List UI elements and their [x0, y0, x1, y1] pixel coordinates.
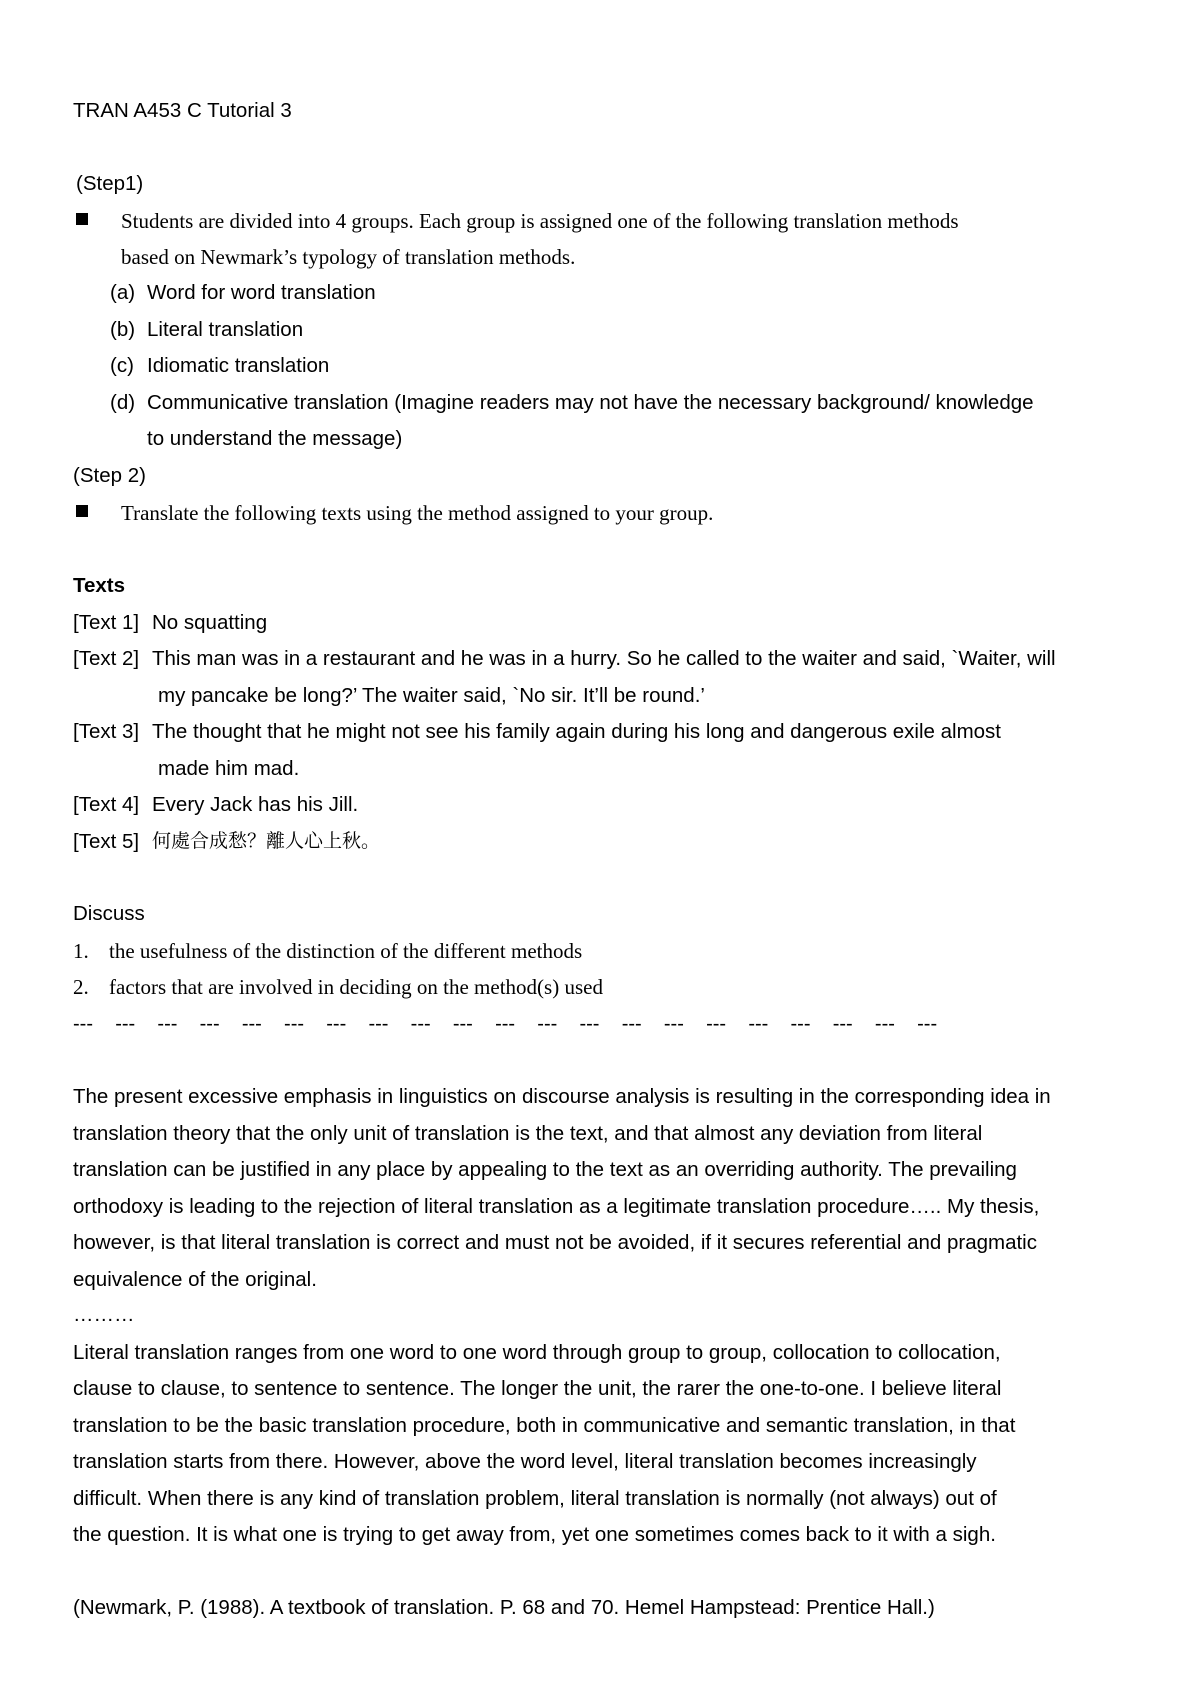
document-title: TRAN A453 C Tutorial 3 — [73, 99, 292, 122]
text-2-line-2: my pancake be long?’ The waiter said, `No sir. It’ll be round.’ — [158, 684, 705, 707]
text-4: Every Jack has his Jill. — [152, 793, 359, 816]
step1-instruction-line-2: based on Newmark’s typology of translation methods. — [121, 245, 576, 269]
method-a: Word for word translation — [147, 281, 376, 304]
step2-instruction: Translate the following texts using the method assigned to your group. — [121, 501, 714, 525]
separator-dashes: --- --- --- --- --- --- --- --- --- --- --- --- --- --- --- --- --- --- --- --- --- — [73, 1013, 938, 1035]
text-3-line-1: The thought that he might not see his family again during his long and dangerous exile almost — [152, 720, 1001, 743]
texts-heading: Texts — [73, 574, 126, 597]
method-c: Idiomatic translation — [147, 354, 330, 377]
method-marker-c: (c) — [110, 354, 134, 377]
quote-ellipsis: ……… — [73, 1303, 135, 1326]
method-b: Literal translation — [147, 318, 304, 341]
text-4-label: [Text 4] — [73, 793, 140, 816]
quote-p2-line-2: clause to clause, to sentence to sentence. The longer the unit, the rarer the one-to-one. I believe literal — [73, 1377, 1002, 1400]
step1-instruction-line-1: Students are divided into 4 groups. Each group is assigned one of the following translation methods — [121, 209, 959, 233]
quote-p1-line-3: translation can be justified in any place by appealing to the text as an overriding authority. The prevailing — [73, 1158, 1017, 1181]
method-d: Communicative translation (Imagine readers may not have the necessary background/ knowledge — [147, 391, 1034, 414]
quote-p2-line-3: translation to be the basic translation procedure, both in communicative and semantic translation, in that — [73, 1414, 1016, 1437]
text-2-line-1: This man was in a restaurant and he was in a hurry. So he called to the waiter and said, `Waiter, will — [152, 647, 1056, 670]
text-1-label: [Text 1] — [73, 611, 140, 634]
text-3-label: [Text 3] — [73, 720, 140, 743]
method-marker-d: (d) — [110, 391, 136, 414]
method-d-continuation: to understand the message) — [147, 427, 403, 450]
step1-heading: (Step1) — [76, 172, 144, 195]
quote-p1-line-5: however, is that literal translation is correct and must not be avoided, if it secures referential and pragmatic — [73, 1231, 1037, 1254]
quote-p1-line-4: orthodoxy is leading to the rejection of literal translation as a legitimate translation procedure….. My thesis, — [73, 1195, 1040, 1218]
quote-p2-line-1: Literal translation ranges from one word to one word through group to group, collocation to collocation, — [73, 1341, 1001, 1364]
method-marker-b: (b) — [110, 318, 136, 341]
discuss-number-2: 2. — [73, 975, 89, 999]
text-3-line-2: made him mad. — [158, 757, 300, 780]
quote-p1-line-2: translation theory that the only unit of translation is the text, and that almost any deviation from literal — [73, 1122, 983, 1145]
quote-p1-line-6: equivalence of the original. — [73, 1268, 317, 1291]
bullet-icon — [76, 505, 88, 517]
quote-p2-line-4: translation starts from there. However, above the word level, literal translation becomes increasingly — [73, 1450, 977, 1473]
text-1: No squatting — [152, 611, 268, 634]
quote-p2-line-6: the question. It is what one is trying to get away from, yet one sometimes comes back to it with a sigh. — [73, 1523, 996, 1546]
discuss-number-1: 1. — [73, 939, 89, 963]
quote-p1-line-1: The present excessive emphasis in linguistics on discourse analysis is resulting in the corresponding idea in — [73, 1085, 1051, 1108]
text-5-label: [Text 5] — [73, 830, 140, 853]
bullet-icon — [76, 213, 88, 225]
method-marker-a: (a) — [110, 281, 136, 304]
discuss-item-2: factors that are involved in deciding on the method(s) used — [109, 975, 603, 999]
text-2-label: [Text 2] — [73, 647, 140, 670]
quote-p2-line-5: difficult. When there is any kind of translation problem, literal translation is normally (not always) out of — [73, 1487, 997, 1510]
discuss-item-1: the usefulness of the distinction of the different methods — [109, 939, 583, 963]
text-5: 何處合成愁？離人心上秋。 — [152, 830, 381, 852]
discuss-heading: Discuss — [73, 902, 145, 925]
step2-heading: (Step 2) — [73, 464, 146, 487]
citation: (Newmark, P. (1988). A textbook of translation. P. 68 and 70. Hemel Hampstead: Prentice Hall.) — [73, 1596, 935, 1619]
